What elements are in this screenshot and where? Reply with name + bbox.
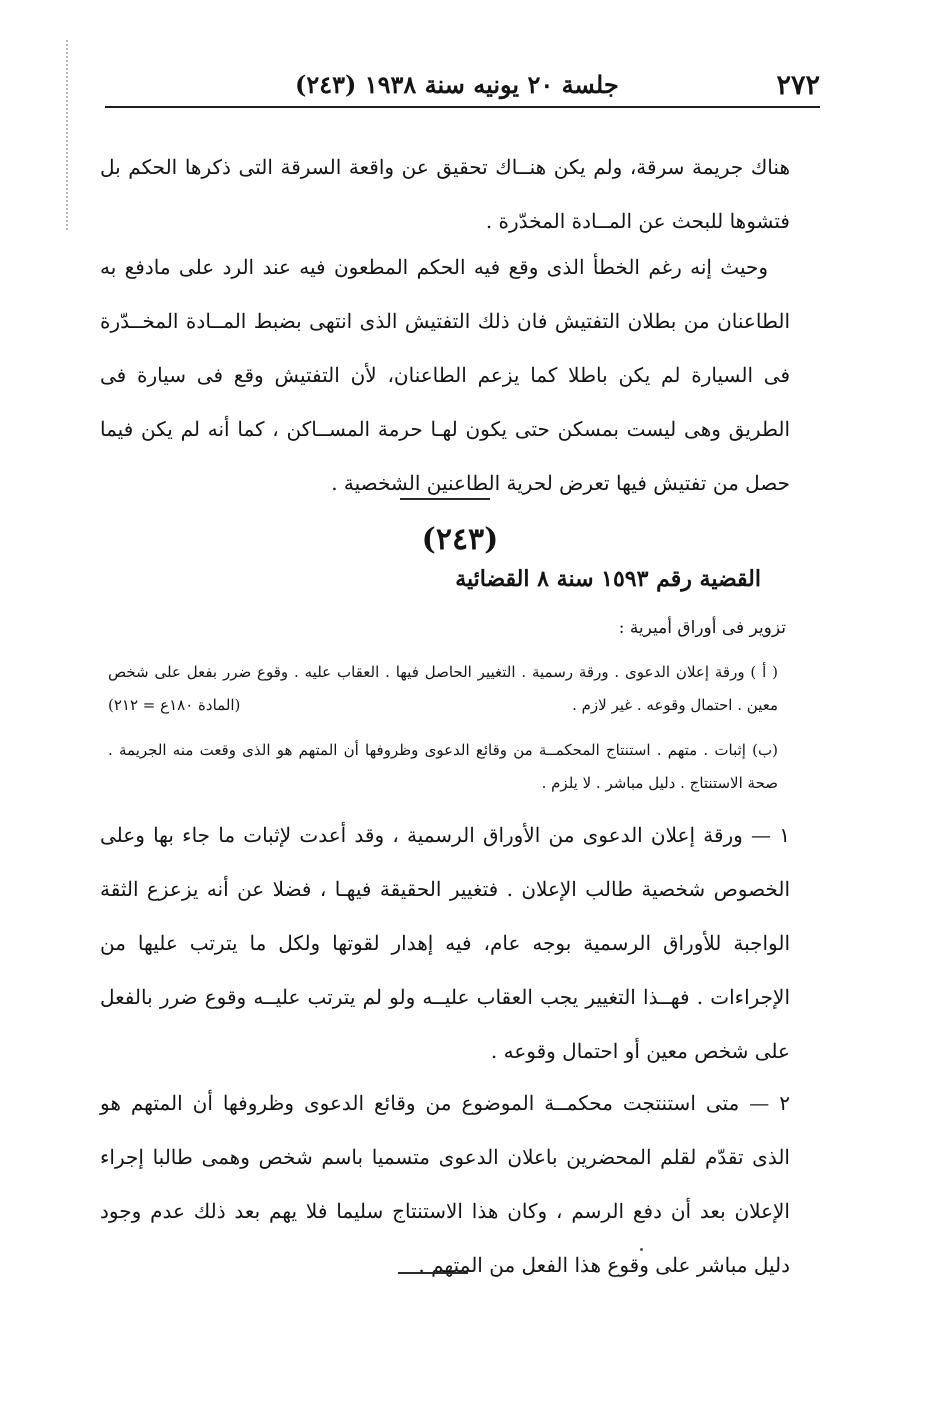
- case-reference: القضية رقم ١٥٩٣ سنة ٨ القضائية: [455, 566, 761, 592]
- paragraph-continuation: هناك جريمة سرقة، ولم يكن هنــاك تحقيق عن واقعة السرقة التى ذكرها الحكم بل فتشوها للبحث عن المــادة المخدّرة .: [100, 155, 790, 233]
- page-number: ٢٧٢: [776, 70, 820, 101]
- binding-margin-marks: [66, 40, 80, 230]
- section-divider: [400, 498, 490, 500]
- article-reference: (المادة ١٨٠ع = ٢١٢): [108, 696, 241, 714]
- page-header: [105, 66, 820, 108]
- ruling-subject: تزوير فى أوراق أميرية :: [618, 618, 786, 638]
- running-title: جلسة ٢٠ يونيه سنة ١٩٣٨ (٢٤٣): [295, 70, 619, 99]
- headnote-b: (ب) إثبات . متهم . استنتاج المحكمــة من وقائع الدعوى وظروفها أن المتهم هو الذى وقعت منه الجريمة . صحة الاستنتاج . دليل مباشر . لا يلزم .: [108, 741, 778, 792]
- headnote-a: ( أ ) ورقة إعلان الدعوى . ورقة رسمية . التغيير الحاصل فيها . العقاب عليه . وقوع ضرر بفعل على شخص معين . احتمال وقوعه . غير لازم .: [108, 663, 778, 714]
- principle-1: ١ — ورقة إعلان الدعوى من الأوراق الرسمية ، وقد أعدت لإثبات ما جاء بها وعلى الخصوص شخصية طالب الإعلان . فتغيير الحقيقة فيهـا ، فضلا عن أنه يزعزع الثقة الواجبة للأوراق الرسمية بوجه عام، فيه إهدار لقوتها ولكل ما يترتب عليها من الإجراءات . فهــذا التغيير يجب العقاب عليــه ولو لم يترتب عليــه وقوع ضرر بالفعل على شخص معين أو احتمال وقوعه .: [100, 823, 791, 1063]
- ink-speck: [640, 1248, 643, 1251]
- paragraph-reasoning: وحيث إنه رغم الخطأ الذى وقع فيه الحكم المطعون فيه عند الرد على مادفع به الطاعنان من بطلان التفتيش فان ذلك التفتيش الذى انتهى بضبط المــادة المخــدّرة فى السيارة لم يكن باطلا كما يزعم الطاعنان، لأن التفتيش وقع فى سيارة فى الطريق وهى ليست بمسكن حتى يكون لهـا حرمة المســاكن ، كما أنه لم يكن فيما حصل من تفتيش فيها تعرض لحرية الطاعنين الشخصية .: [100, 255, 790, 495]
- end-divider: [398, 1272, 468, 1274]
- ruling-number: (٢٤٣): [421, 522, 499, 557]
- principle-2: ٢ — متى استنتجت محكمــة الموضوع من وقائع الدعوى وظروفها أن المتهم هو الذى تقدّم لقلم المحضرين باعلان الدعوى متسميا باسم شخص وهمى طالبا إجراء الإعلان بعد أن دفع الرسم ، وكان هذا الاستنتاج سليما فلا يهم بعد ذلك عدم وجود دليل مباشر على وقوع هذا الفعل من المتهم .: [100, 1091, 790, 1277]
